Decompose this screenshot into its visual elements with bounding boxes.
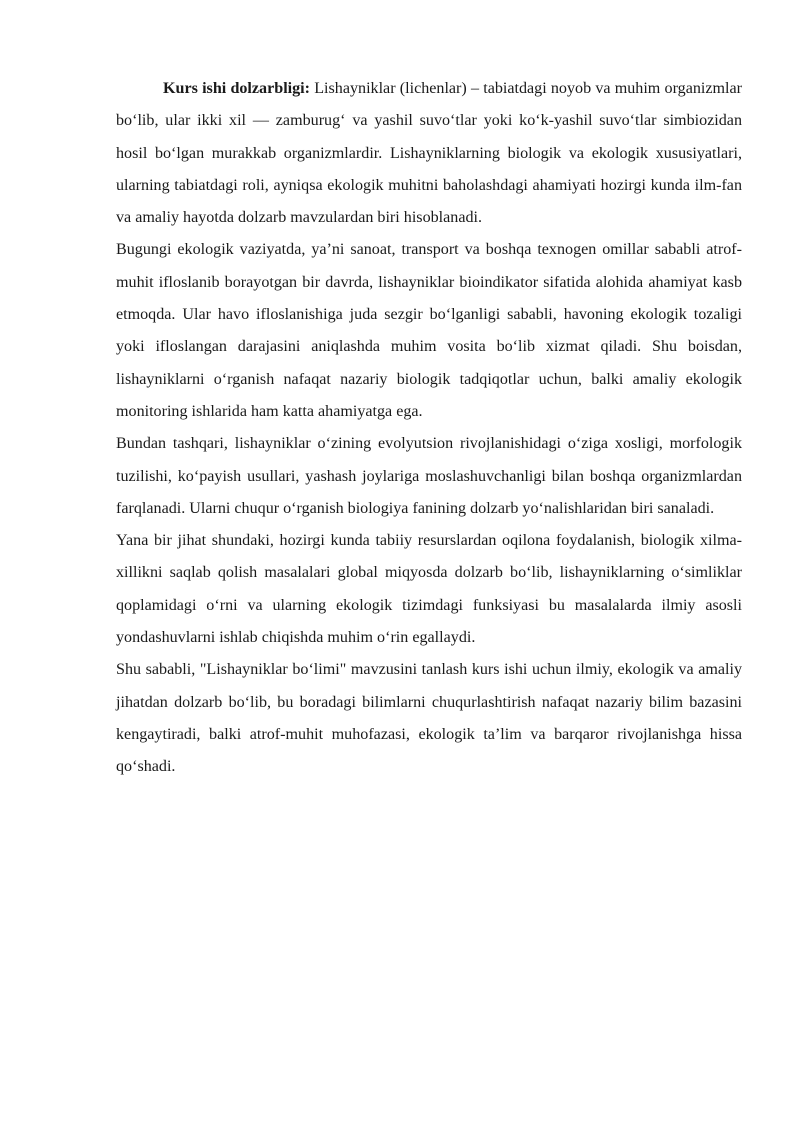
paragraph-2: Bugungi ekologik vaziyatda, ya’ni sanoat, transport va boshqa texnogen omillar sababli atrof-muhit ifloslanib borayotgan bir davrda, lishayniklar bioindikator sifatida alohida ahamiyat kasb etmoqda. Ular havo ifloslanishiga juda sezgir bo‘lganligi sababli, havoning ekologik tozaligi yoki ifloslangan darajasini aniqlashda muhim vosita bo‘lib xizmat qiladi. Shu boisdan, lishayniklarni o‘rganish nafaqat nazariy biologik tadqiqotlar uchun, balki amaliy ekologik monitoring ishlarida ham katta ahamiyatga ega. [116,241,742,420]
document-body [116,73,742,784]
paragraph-5: Shu sababli, "Lishayniklar bo‘limi" mavzusini tanlash kurs ishi uchun ilmiy, ekologik va amaliy jihatdan dolzarb bo‘lib, bu boradagi bilimlarni chuqurlashtirish nafaqat nazariy bilim bazasini kengaytiradi, balki atrof-muhit muhofazasi, ekologik ta’lim va barqaror rivojlanishga hissa qo‘shadi. [116,661,742,776]
paragraph-1 [116,73,742,234]
paragraph-1-text: Lishayniklar (lichenlar) – tabiatdagi noyob va muhim organizmlar bo‘lib, ular ikki xil — zamburug‘ va yashil suvo‘tlar yoki ko‘k-yashil suvo‘tlar simbiozidan hosil bo‘lgan murakkab organizmlardir. Lishayniklarning biologik va ekologik xususiyatlari, ularning tabiatdagi roli, ayniqsa ekologik muhitni baholashdagi ahamiyati hozirgi kunda ilm-fan va amaliy hayotda dolzarb mavzulardan biri hisoblanadi. [116,80,742,227]
paragraph-4: Yana bir jihat shundaki, hozirgi kunda tabiiy resurslardan oqilona foydalanish, biologik xilma-xillikni saqlab qolish masalalari global miqyosda dolzarb bo‘lib, lishayniklarning o‘simliklar qoplamidagi o‘rni va ularning ekologik tizimdagi funksiyasi bu masalalarda ilmiy asosli yondashuvlarni ishlab chiqishda muhim o‘rin egallaydi. [116,532,742,647]
paragraph-3: Bundan tashqari, lishayniklar o‘zining evolyutsion rivojlanishidagi o‘ziga xosligi, morfologik tuzilishi, ko‘payish usullari, yashash joylariga moslashuvchanligi bilan boshqa organizmlardan farqlanadi. Ularni chuqur o‘rganish biologiya fanining dolzarb yo‘nalishlaridan biri sanaladi. [116,435,742,517]
section-lead-label: Kurs ishi dolzarbligi: [163,80,311,97]
